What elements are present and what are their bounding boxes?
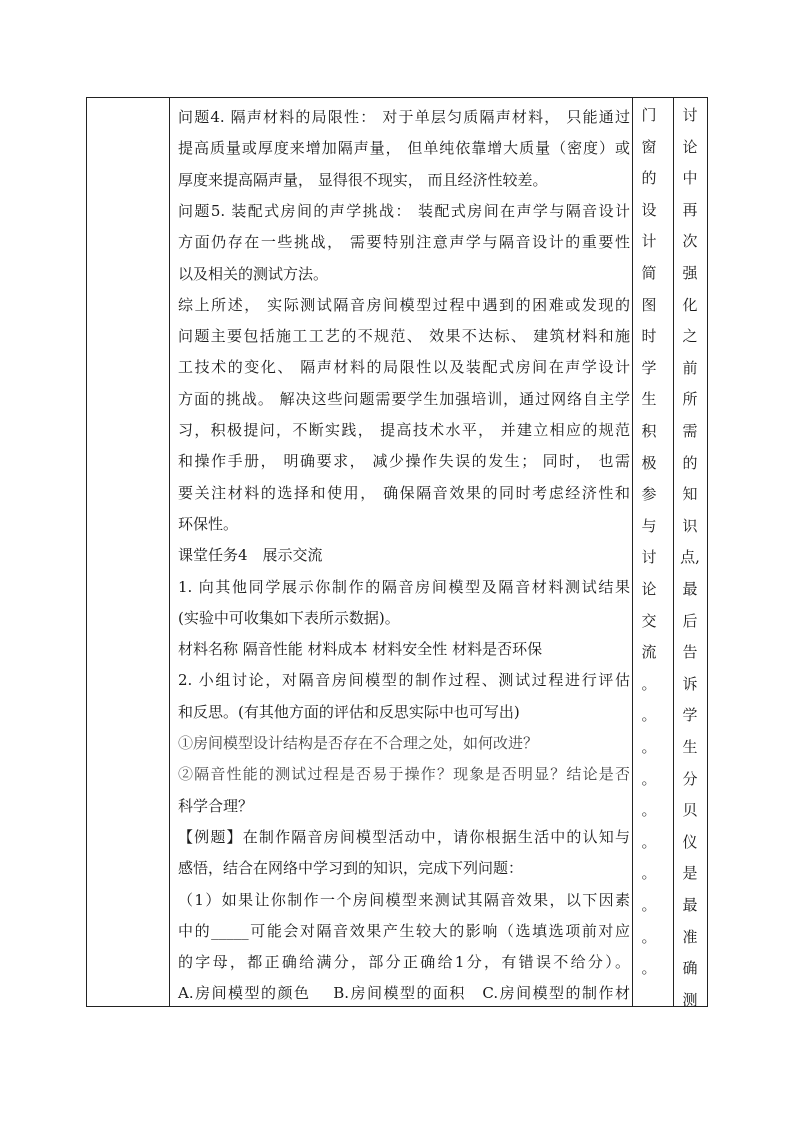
text-line: 【例题】在制作隔音房间模型活动中，请你根据生活中的认知与 — [178, 827, 630, 846]
text-line: 和操作手册， 明确要求， 减少操作失误的发生； 同时， 也需 — [178, 452, 630, 471]
vertical-char: 知 — [682, 485, 698, 504]
text-line: 工技术的变化、 隔声材料的局限性以及装配式房间在声学设计 — [178, 358, 630, 377]
text-line: 材料名称 隔音性能 材料成本 材料安全性 材料是否环保 — [178, 640, 543, 659]
vertical-char: 是 — [682, 864, 698, 883]
vertical-char: 所 — [682, 390, 698, 409]
text-line: 要关注材料的选择和使用， 确保隔音效果的同时考虑经济性和 — [178, 483, 630, 502]
vertical-char: 生 — [682, 738, 698, 756]
text-line: ①房间模型设计结构是否存在不合理之处，如何改进？ — [178, 734, 539, 752]
text-line: （1）如果让你制作一个房间模型来测试其隔音效果，以下因素 — [178, 890, 630, 909]
vertical-char: 前 — [682, 358, 698, 377]
text-line: 的字母，都正确给满分，部分正确给1分，有错误不给分）。 — [178, 953, 630, 972]
vertical-char: 论 — [682, 137, 698, 156]
text-line: 以及相关的测试方法。 — [178, 264, 329, 283]
vertical-char: 时 — [641, 327, 657, 346]
vertical-char: 。 — [641, 769, 657, 788]
vertical-char: 讨 — [641, 548, 657, 567]
vertical-char: 最 — [682, 896, 698, 914]
text-line: 方面的挑战。 解决这些问题需要学生加强培训，通过网络自主学 — [178, 389, 630, 408]
text-line: 厚度来提高隔声量， 显得很不现实， 而且经济性较差。 — [178, 170, 548, 189]
vertical-char: 学 — [641, 358, 657, 377]
text-line: A.房间模型的颜色 B.房间模型的面积 C.房间模型的制作材 — [178, 984, 630, 1003]
lesson-table — [86, 97, 708, 1007]
vertical-char: 后 — [682, 611, 698, 630]
vertical-char: 分 — [682, 769, 698, 788]
text-line: ②隔音性能的测试过程是否易于操作？现象是否明显？结论是否 — [178, 765, 630, 784]
text-line: 综上所述， 实际测试隔音房间模型过程中遇到的困难或发现的 — [178, 295, 630, 314]
vertical-char: 图 — [641, 295, 657, 314]
text-line: 科学合理？ — [178, 796, 254, 815]
vertical-char: 。 — [641, 706, 657, 725]
text-line: 问题4. 隔声材料的局限性： 对于单层匀质隔声材料， 只能通过 — [178, 108, 630, 126]
vertical-char: 生 — [641, 390, 657, 409]
vertical-char: 。 — [641, 959, 657, 978]
vertical-char: 点, — [680, 548, 700, 567]
vertical-char: 强 — [682, 264, 698, 282]
text-line: 感悟，结合在网络中学习到的知识，完成下列问题： — [178, 859, 524, 878]
text-line: 环保性。 — [178, 514, 239, 533]
vertical-char: 简 — [641, 264, 657, 282]
text-line: 问题主要包括施工工艺的不规范、 效果不达标、 建筑材料和施 — [178, 327, 630, 346]
vertical-char: 再 — [682, 200, 698, 219]
text-line: 问题5. 装配式房间的声学挑战： 装配式房间在声学与隔音设计 — [178, 201, 630, 220]
vertical-char: 识 — [682, 516, 698, 535]
vertical-char: 极 — [641, 453, 657, 472]
vertical-char: 最 — [682, 580, 698, 598]
vertical-char: 需 — [682, 422, 698, 440]
vertical-char: 之 — [682, 327, 698, 346]
vertical-char: 流 — [641, 643, 657, 662]
vertical-char: 。 — [641, 927, 657, 946]
vertical-char: 参 — [641, 485, 657, 504]
text-line: 2. 小组讨论，对隔音房间模型的制作过程、测试过程进行评估 — [178, 671, 630, 690]
text-line: 和反思。(有其他方面的评估和反思实际中也可写出) — [178, 702, 520, 721]
text-line: 1. 向其他同学展示你制作的隔音房间模型及隔音材料测试结果 — [178, 577, 630, 596]
vertical-char: 。 — [641, 674, 657, 693]
vertical-char: 的 — [682, 453, 698, 472]
text-line: 中的_____可能会对隔音效果产生较大的影响（选填选项前对应 — [178, 921, 630, 940]
text-line: (实验中可收集如下表所示数据)。 — [178, 608, 400, 627]
vertical-char: 。 — [641, 738, 657, 756]
vertical-char: 设 — [641, 200, 657, 219]
vertical-char: 诉 — [682, 674, 698, 693]
vertical-char: 测 — [682, 990, 698, 1009]
column-divider — [169, 98, 170, 1006]
vertical-char: 。 — [641, 896, 657, 914]
text-line: 习，积极提问，不断实践， 提高技术水平， 并建立相应的规范 — [178, 421, 630, 439]
vertical-char: 准 — [682, 927, 698, 946]
vertical-char: 。 — [641, 832, 657, 851]
text-line: 课堂任务4 展示交流 — [178, 546, 323, 565]
vertical-char: 告 — [682, 643, 698, 662]
vertical-char: 与 — [641, 516, 657, 535]
text-line: 方面仍存在一些挑战， 需要特别注意声学与隔音设计的重要性 — [178, 233, 630, 252]
vertical-char: 门 — [641, 106, 657, 124]
vertical-char: 确 — [682, 959, 698, 978]
vertical-char: 计 — [641, 232, 657, 251]
vertical-char: 的 — [641, 169, 657, 188]
text-line: 提高质量或厚度来增加隔声量， 但单纯依靠增大质量（密度）或 — [178, 139, 630, 158]
vertical-char: 仪 — [682, 832, 698, 851]
vertical-char: 。 — [641, 801, 657, 820]
vertical-char: 贝 — [682, 801, 698, 820]
vertical-char: 。 — [641, 864, 657, 883]
vertical-char: 次 — [682, 232, 698, 251]
vertical-char: 论 — [641, 580, 657, 598]
vertical-char: 积 — [641, 422, 657, 440]
vertical-char: 窗 — [641, 137, 657, 156]
vertical-char: 化 — [682, 295, 698, 314]
vertical-char: 讨 — [682, 106, 698, 124]
vertical-char: 交 — [641, 611, 657, 630]
vertical-char: 中 — [682, 169, 698, 188]
vertical-char: 学 — [682, 706, 698, 725]
